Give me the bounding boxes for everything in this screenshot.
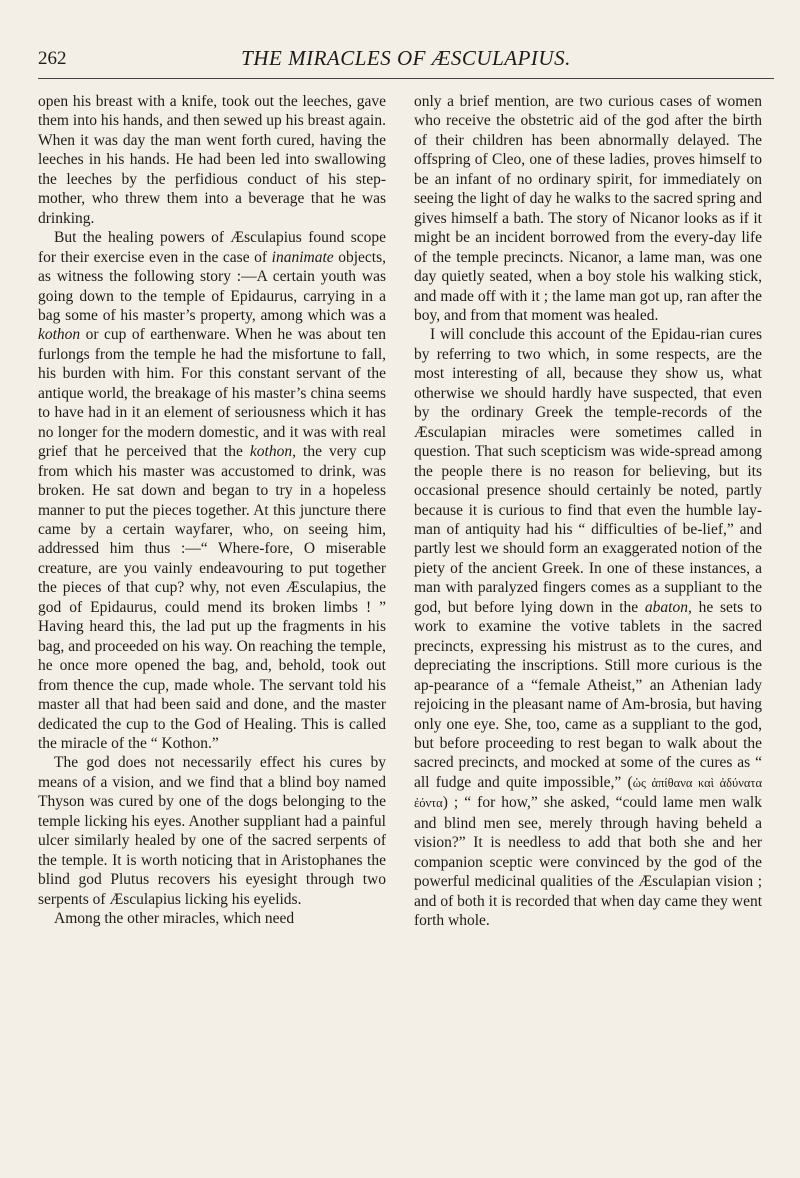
paragraph-3: The god does not necessarily effect his cures by means of a vision, and we find that a blind boy named Thyson was cured by one of the dogs belonging to the temple licking his eyes. Another suppliant had a painful ulcer similarly healed by one of the sacred serpents of the temple. It is worth noticing that in Aristophanes the blind god Plutus recovers his eyesight through two serpents of Æsculapius licking his eyelids. bbox=[38, 754, 386, 908]
paragraph-2: But the healing powers of Æsculapius found scope for their exercise even in the case of inanimate objects, as witness the following story :—A certain youth was going down to the temple of Epidaurus, carrying in a bag some of his master’s property, among which was a kothon or cup of earthenware. When he was about ten furlongs from the temple he had the misfortune to fall, his burden with him. For this constant servant of the antique world, the breakage of his master’s china seems to have had in it an element of seriousness which it has no longer for the modern domestic, and it was with real grief that he perceived that the kothon, the very cup from which his master was accustomed to drink, was broken. He sat down and began to try in a hopeless manner to put the pieces together. At this juncture there came by a certain wayfarer, who, on seeing him, addressed him thus :—“ Where-fore, O miserable creature, are you vainly endeavouring to put together the pieces of that cup? why, not even Æsculapius, the god of Epidaurus, could mend its broken limbs ! ” Having heard this, the lad put up the fragments in his bag, and proceeded on his way. On reaching the temple, he once more opened the bag, and, behold, took out from thence the cup, made whole. The servant told his master all that had been said and done, and the master dedicated the cup to the God of Healing. This is called the miracle of the “ Kothon.” bbox=[38, 229, 387, 752]
header-rule bbox=[38, 78, 774, 79]
page-header bbox=[38, 46, 774, 76]
page-number: 262 bbox=[38, 48, 67, 69]
paragraph-1: open his breast with a knife, took out the leeches, gave them into his hands, and then sewed up his breast again. When it was day the man went forth cured, having the leeches in his hands. He had been led into swallowing the leeches by the perfidious conduct of his step-mother, who threw them into a beverage that he was drinking. bbox=[38, 93, 386, 227]
italic-term-inanimate: inanimate bbox=[271, 248, 334, 266]
left-column bbox=[38, 92, 386, 928]
paragraph-6: I will conclude this account of the Epidau-rian cures by referring to two which, in some respects, are the most interesting of all, because they show us, what otherwise we should hardly have suspected, that even by the ordinary Greek the temple-records of the Æsculapian miracles were sometimes called in question. That such scepticism was wide-spread among the people there is no reason for believing, but its occasional presence should certainly be noted, partly because it is curious to find that even the humble lay-man of antiquity had his “ difficulties of be-lief,” and partly lest we should form an exaggerated notion of the piety of the ancient Greek. In one of these instances, a man with paralyzed fingers comes as a suppliant to the god, but before lying down in the abaton, he sets to work to examine the votive tablets in the sacred precincts, expressing his mistrust as to the cures, and depreciating the inscriptions. Still more curious is the ap-pearance of a “female Atheist,” an Athenian lady rejoicing in the pleasant name of Am-brosia, but having only one eye. She, too, came as a suppliant to the god, but before proceeding to rest began to walk about the sacred precincts, and mocked at some of the cures as “ all fudge and quite impossible,” (ὡς ἀπίθανα καὶ ἀδύνατα ἐόντα) ; “ for how,” she asked, “could lame men walk and blind men see, merely through having beheld a vision?” It is needless to add that both she and her companion sceptic were convinced by the god of the powerful medicinal qualities of the Æsculapian vision ; and of both it is recorded that when day came they went forth whole. bbox=[414, 326, 762, 930]
greek-quotation: ὡς ἀπίθανα καὶ ἀδύνατα ἐόντα bbox=[414, 775, 762, 811]
paragraph-5: only a brief mention, are two curious cases of women who receive the obstetric aid of the god after the birth of their children has been abnormally delayed. The offspring of Cleo, one of these ladies, proves himself to be an infant of no ordinary spirit, for immediately on seeing the light of day he walks to the sacred spring and gives himself a bath. The story of Nicanor looks as if it might be an incident borrowed from the every-day life of the temple precincts. Nicanor, a lame man, was one day quietly seated, when a boy stole his walking stick, and made off with it ; the lame man got up, ran after the boy, and from that moment was healed. bbox=[414, 93, 762, 324]
italic-term-kothon: kothon bbox=[38, 326, 81, 344]
italic-term-kothon-2: kothon, bbox=[249, 443, 296, 461]
right-column bbox=[414, 92, 762, 930]
paragraph-4: Among the other miracles, which need bbox=[54, 910, 295, 928]
running-title: THE MIRACLES OF ÆSCULAPIUS. bbox=[241, 46, 571, 70]
italic-term-abaton: abaton, bbox=[644, 598, 692, 616]
